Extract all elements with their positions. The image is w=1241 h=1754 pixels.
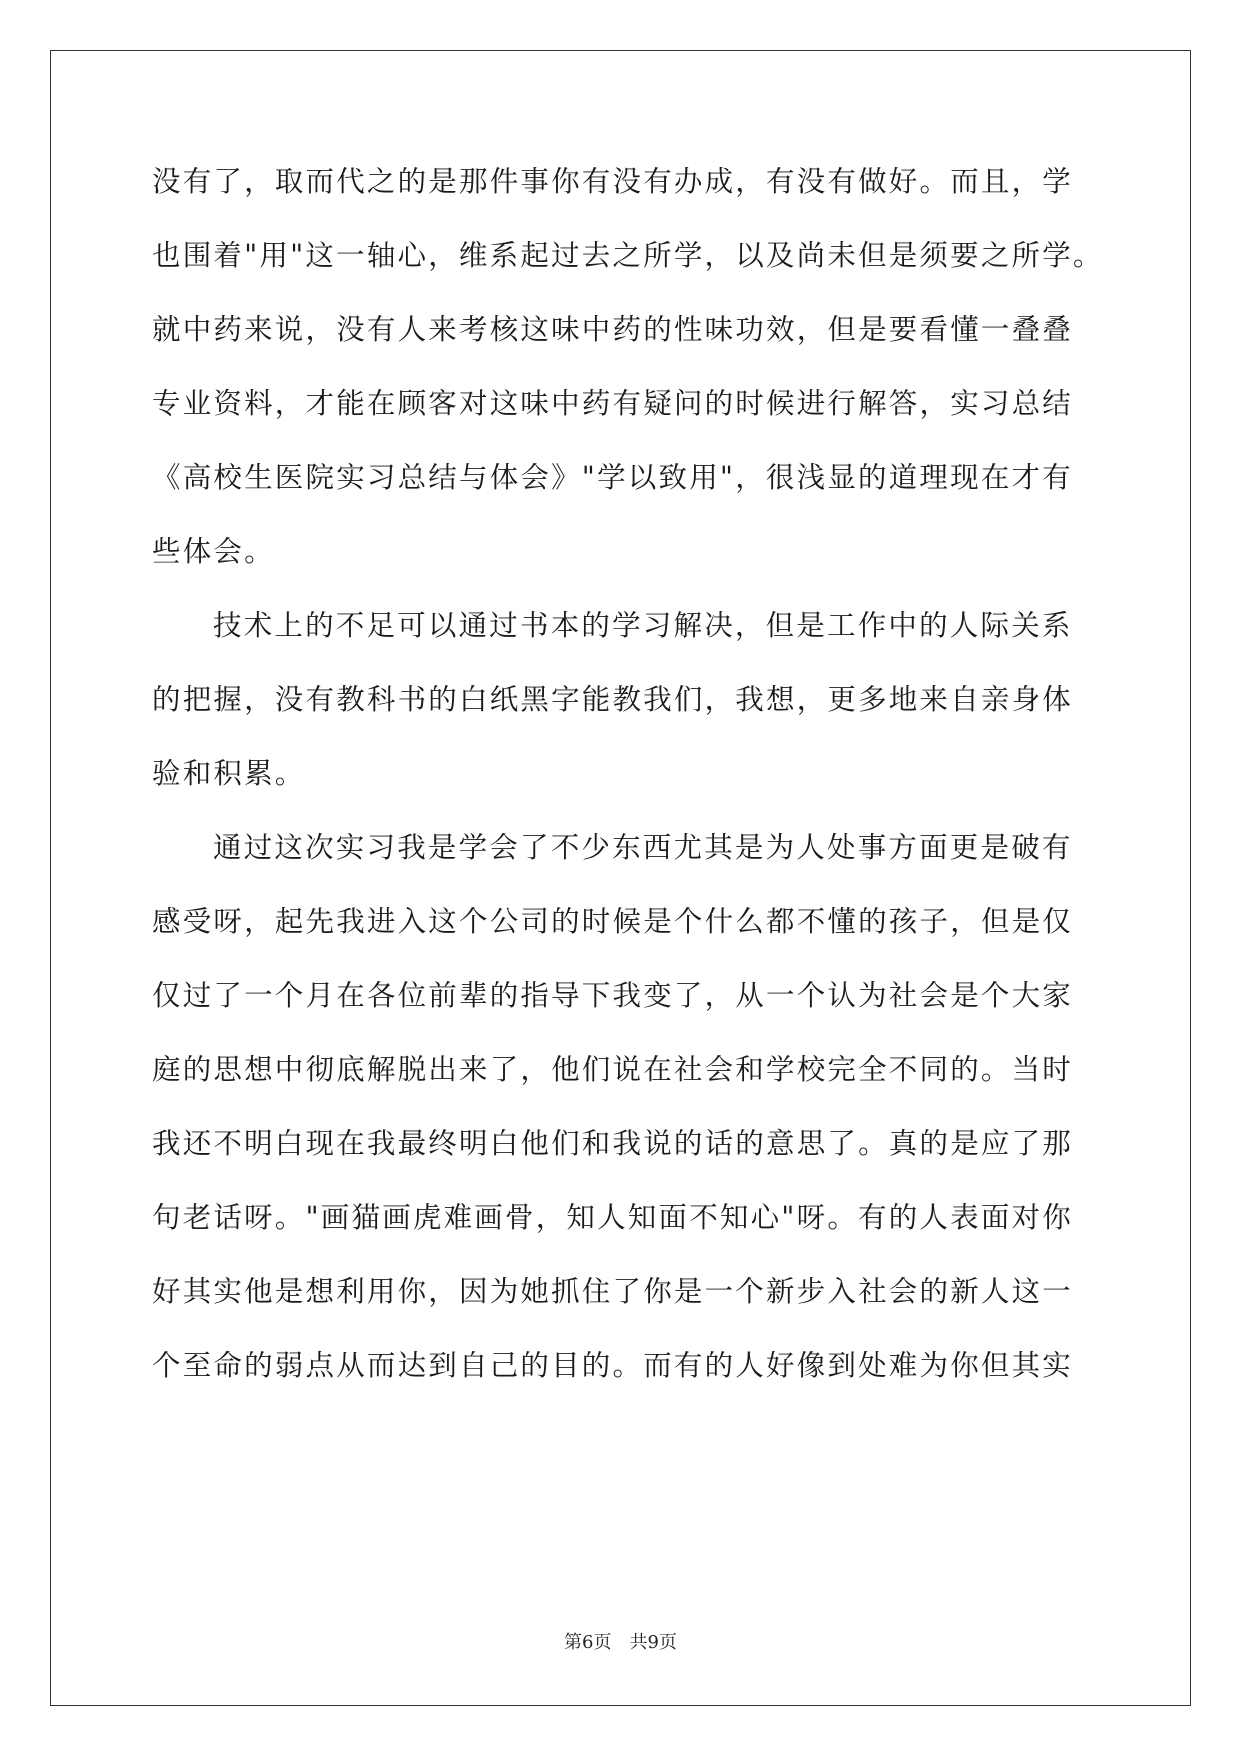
text-line: 没有了，取而代之的是那件事你有没有办成，有没有做好。而且，学	[152, 165, 1074, 198]
text-line: 也围着"用"这一轴心，维系起过去之所学，以及尚未但是须要之所学。	[152, 239, 1104, 272]
text-line: 《高校生医院实习总结与体会》"学以致用"，很浅显的道理现在才有	[152, 461, 1073, 494]
text-line: 个至命的弱点从而达到自己的目的。而有的人好像到处难为你但其实	[152, 1349, 1074, 1382]
text-line: 专业资料，才能在顾客对这味中药有疑问的时候进行解答，实习总结	[152, 387, 1074, 420]
text-line: 句老话呀。"画猫画虎难画骨，知人知面不知心"呀。有的人表面对你	[152, 1201, 1073, 1234]
text-line: 我还不明白现在我最终明白他们和我说的话的意思了。真的是应了那	[152, 1127, 1074, 1160]
text-line: 仅过了一个月在各位前辈的指导下我变了，从一个认为社会是个大家	[152, 979, 1074, 1012]
text-line: 好其实他是想利用你，因为她抓住了你是一个新步入社会的新人这一	[152, 1275, 1074, 1308]
text-line: 的把握，没有教科书的白纸黑字能教我们，我想，更多地来自亲身体	[152, 683, 1074, 716]
text-line: 感受呀，起先我进入这个公司的时候是个什么都不懂的孩子，但是仅	[152, 905, 1074, 938]
paragraph-first-line: 通过这次实习我是学会了不少东西尤其是为人处事方面更是破有	[213, 831, 1073, 864]
page-number-footer: 第6页 共9页	[564, 1632, 677, 1653]
text-line: 就中药来说，没有人来考核这味中药的性味功效，但是要看懂一叠叠	[152, 313, 1074, 346]
page-border	[50, 50, 1191, 1706]
paragraph-first-line: 技术上的不足可以通过书本的学习解决，但是工作中的人际关系	[213, 609, 1073, 642]
text-line: 庭的思想中彻底解脱出来了，他们说在社会和学校完全不同的。当时	[152, 1053, 1074, 1086]
text-line: 验和积累。	[152, 757, 306, 790]
text-line: 些体会。	[152, 535, 275, 568]
